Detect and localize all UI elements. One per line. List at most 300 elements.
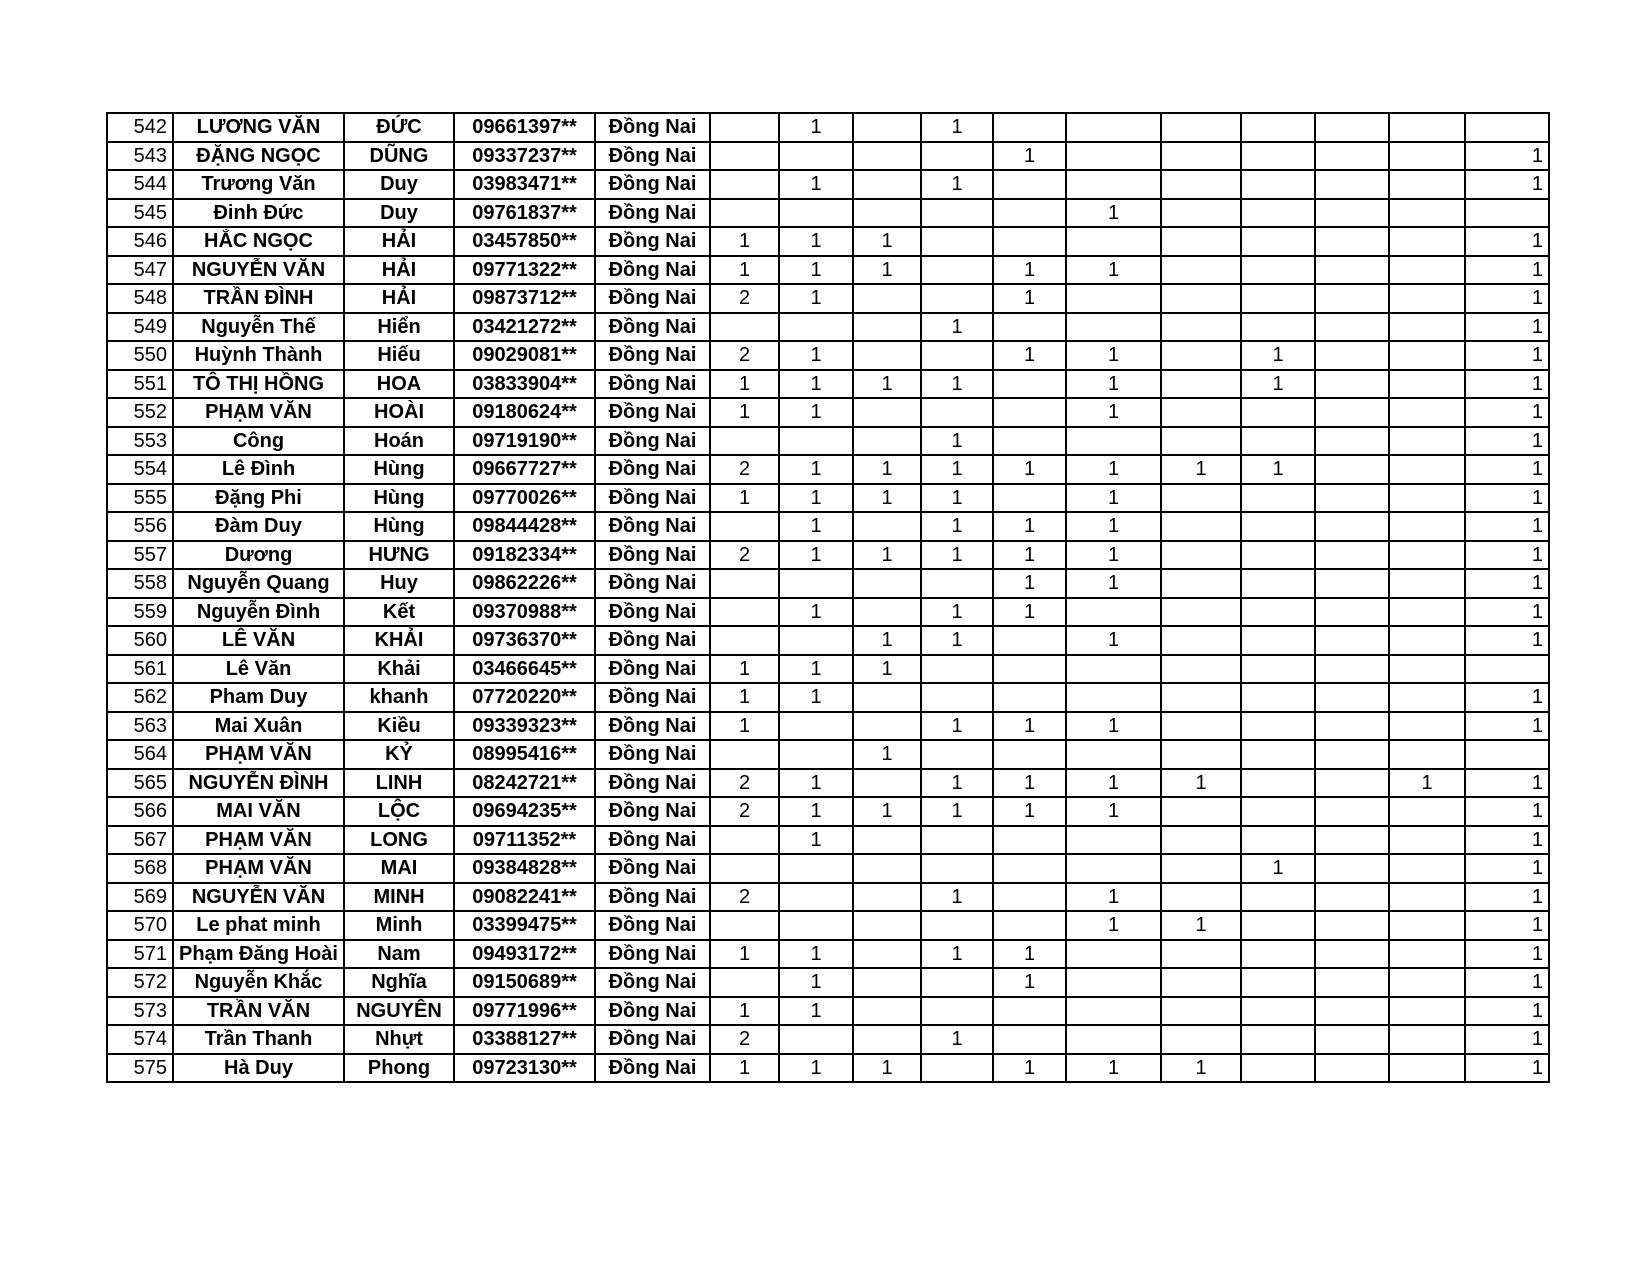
value-cell [1389, 199, 1465, 228]
table-row [107, 740, 1549, 769]
given-name-cell: KHẢI [344, 626, 454, 655]
value-cell [1066, 683, 1161, 712]
value-cell [1315, 113, 1389, 142]
surname-cell: Dương [173, 541, 344, 570]
value-cell [993, 227, 1066, 256]
value-cell [853, 1025, 921, 1054]
value-cell [1389, 740, 1465, 769]
given-name-cell: HƯNG [344, 541, 454, 570]
value-cell: 1 [1066, 199, 1161, 228]
row-number-cell: 544 [107, 170, 173, 199]
value-cell [1161, 512, 1241, 541]
value-cell: 1 [710, 227, 779, 256]
phone-cell: 09493172** [454, 940, 595, 969]
surname-cell: Mai Xuân [173, 712, 344, 741]
phone-cell: 09771322** [454, 256, 595, 285]
value-cell [1066, 655, 1161, 684]
value-cell [1389, 142, 1465, 171]
value-cell: 1 [1066, 797, 1161, 826]
given-name-cell: Hùng [344, 455, 454, 484]
value-cell: 1 [993, 797, 1066, 826]
surname-cell: Đinh Đức [173, 199, 344, 228]
value-cell [853, 113, 921, 142]
surname-cell: PHẠM VĂN [173, 826, 344, 855]
value-cell [1066, 170, 1161, 199]
value-cell [779, 626, 853, 655]
value-cell: 1 [779, 484, 853, 513]
value-cell [1161, 341, 1241, 370]
value-cell: 1 [779, 284, 853, 313]
value-cell: 1 [1465, 370, 1549, 399]
province-cell: Đồng Nai [595, 940, 710, 969]
value-cell [1161, 854, 1241, 883]
table-row [107, 341, 1549, 370]
value-cell [1315, 826, 1389, 855]
value-cell [1161, 256, 1241, 285]
value-cell [853, 883, 921, 912]
value-cell [1161, 883, 1241, 912]
value-cell [1066, 997, 1161, 1026]
value-cell [921, 227, 993, 256]
phone-cell: 09082241** [454, 883, 595, 912]
surname-cell: Nguyễn Thế [173, 313, 344, 342]
row-number-cell: 547 [107, 256, 173, 285]
value-cell [1389, 256, 1465, 285]
phone-cell: 09719190** [454, 427, 595, 456]
value-cell [1465, 199, 1549, 228]
given-name-cell: MINH [344, 883, 454, 912]
table-row [107, 598, 1549, 627]
given-name-cell: Hùng [344, 484, 454, 513]
value-cell: 1 [1465, 854, 1549, 883]
value-cell: 1 [1465, 284, 1549, 313]
value-cell [1241, 427, 1315, 456]
value-cell: 1 [1465, 826, 1549, 855]
value-cell [1066, 142, 1161, 171]
phone-cell: 03983471** [454, 170, 595, 199]
province-cell: Đồng Nai [595, 740, 710, 769]
value-cell [1389, 170, 1465, 199]
value-cell [1315, 341, 1389, 370]
province-cell: Đồng Nai [595, 598, 710, 627]
value-cell [853, 427, 921, 456]
value-cell: 1 [853, 1054, 921, 1083]
phone-cell: 09736370** [454, 626, 595, 655]
province-cell: Đồng Nai [595, 512, 710, 541]
value-cell [1241, 170, 1315, 199]
value-cell [1315, 199, 1389, 228]
given-name-cell: Huy [344, 569, 454, 598]
row-number-cell: 573 [107, 997, 173, 1026]
value-cell [853, 940, 921, 969]
value-cell [1161, 683, 1241, 712]
surname-cell: PHẠM VĂN [173, 740, 344, 769]
value-cell: 1 [1465, 968, 1549, 997]
given-name-cell: Nam [344, 940, 454, 969]
value-cell: 1 [993, 940, 1066, 969]
value-cell [1315, 427, 1389, 456]
value-cell: 1 [1241, 341, 1315, 370]
province-cell: Đồng Nai [595, 712, 710, 741]
value-cell [993, 883, 1066, 912]
value-cell [921, 968, 993, 997]
value-cell [1315, 170, 1389, 199]
value-cell [710, 142, 779, 171]
value-cell [921, 826, 993, 855]
value-cell: 2 [710, 341, 779, 370]
value-cell [779, 712, 853, 741]
value-cell [1241, 655, 1315, 684]
value-cell [710, 911, 779, 940]
value-cell [853, 341, 921, 370]
province-cell: Đồng Nai [595, 826, 710, 855]
value-cell [710, 199, 779, 228]
value-cell: 1 [779, 455, 853, 484]
row-number-cell: 561 [107, 655, 173, 684]
value-cell: 1 [1066, 911, 1161, 940]
value-cell [921, 854, 993, 883]
value-cell [1389, 370, 1465, 399]
given-name-cell: HẢI [344, 227, 454, 256]
value-cell [1161, 227, 1241, 256]
value-cell: 1 [921, 113, 993, 142]
value-cell [1315, 398, 1389, 427]
value-cell [853, 170, 921, 199]
table-row [107, 170, 1549, 199]
table-row [107, 256, 1549, 285]
value-cell [1315, 712, 1389, 741]
value-cell: 1 [779, 541, 853, 570]
value-cell [853, 826, 921, 855]
value-cell: 1 [1465, 911, 1549, 940]
value-cell: 1 [921, 170, 993, 199]
value-cell: 1 [1465, 883, 1549, 912]
phone-cell: 03388127** [454, 1025, 595, 1054]
value-cell: 1 [1066, 370, 1161, 399]
value-cell: 1 [993, 256, 1066, 285]
value-cell: 2 [710, 883, 779, 912]
value-cell [1389, 427, 1465, 456]
province-cell: Đồng Nai [595, 455, 710, 484]
surname-cell: TÔ THỊ HỒNG [173, 370, 344, 399]
value-cell [1389, 512, 1465, 541]
table-row [107, 313, 1549, 342]
value-cell [993, 313, 1066, 342]
surname-cell: PHẠM VĂN [173, 398, 344, 427]
value-cell [921, 256, 993, 285]
surname-cell: NGUYỄN ĐÌNH [173, 769, 344, 798]
table-row [107, 1025, 1549, 1054]
value-cell [1389, 455, 1465, 484]
value-cell: 1 [993, 712, 1066, 741]
value-cell: 1 [1161, 911, 1241, 940]
value-cell: 1 [779, 940, 853, 969]
value-cell [1241, 313, 1315, 342]
given-name-cell: Nghĩa [344, 968, 454, 997]
value-cell [1389, 341, 1465, 370]
value-cell [921, 199, 993, 228]
value-cell [993, 398, 1066, 427]
table-row [107, 626, 1549, 655]
value-cell [1389, 797, 1465, 826]
value-cell [1161, 569, 1241, 598]
value-cell [1465, 740, 1549, 769]
phone-cell: 09370988** [454, 598, 595, 627]
given-name-cell: LONG [344, 826, 454, 855]
table-row [107, 940, 1549, 969]
phone-cell: 03421272** [454, 313, 595, 342]
value-cell: 1 [1465, 341, 1549, 370]
surname-cell: LƯƠNG VĂN [173, 113, 344, 142]
value-cell: 1 [1465, 1025, 1549, 1054]
value-cell [921, 284, 993, 313]
value-cell [1315, 683, 1389, 712]
surname-cell: TRẦN VĂN [173, 997, 344, 1026]
value-cell [921, 142, 993, 171]
value-cell: 1 [779, 997, 853, 1026]
value-cell: 1 [779, 170, 853, 199]
value-cell [853, 683, 921, 712]
row-number-cell: 564 [107, 740, 173, 769]
phone-cell: 09339323** [454, 712, 595, 741]
given-name-cell: LỘC [344, 797, 454, 826]
given-name-cell: LINH [344, 769, 454, 798]
value-cell [993, 113, 1066, 142]
value-cell: 1 [1465, 455, 1549, 484]
value-cell: 1 [853, 370, 921, 399]
value-cell [779, 740, 853, 769]
phone-cell: 08242721** [454, 769, 595, 798]
phone-cell: 07720220** [454, 683, 595, 712]
value-cell: 1 [921, 712, 993, 741]
value-cell: 1 [1066, 398, 1161, 427]
value-cell [1389, 569, 1465, 598]
province-cell: Đồng Nai [595, 541, 710, 570]
province-cell: Đồng Nai [595, 1054, 710, 1083]
value-cell: 1 [1465, 512, 1549, 541]
surname-cell: Trần Thanh [173, 1025, 344, 1054]
given-name-cell: Hiển [344, 313, 454, 342]
value-cell: 1 [921, 598, 993, 627]
phone-cell: 09661397** [454, 113, 595, 142]
value-cell: 1 [853, 626, 921, 655]
value-cell [710, 740, 779, 769]
province-cell: Đồng Nai [595, 968, 710, 997]
value-cell [1241, 769, 1315, 798]
value-cell: 2 [710, 769, 779, 798]
surname-cell: Công [173, 427, 344, 456]
value-cell [1066, 826, 1161, 855]
value-cell [1389, 1025, 1465, 1054]
phone-cell: 08995416** [454, 740, 595, 769]
value-cell [1315, 797, 1389, 826]
province-cell: Đồng Nai [595, 284, 710, 313]
value-cell: 1 [1465, 598, 1549, 627]
row-number-cell: 565 [107, 769, 173, 798]
phone-cell: 03466645** [454, 655, 595, 684]
province-cell: Đồng Nai [595, 113, 710, 142]
row-number-cell: 550 [107, 341, 173, 370]
given-name-cell: NGUYÊN [344, 997, 454, 1026]
province-cell: Đồng Nai [595, 797, 710, 826]
value-cell [710, 968, 779, 997]
value-cell [993, 1025, 1066, 1054]
value-cell: 1 [853, 541, 921, 570]
surname-cell: Le phat minh [173, 911, 344, 940]
value-cell [853, 598, 921, 627]
province-cell: Đồng Nai [595, 313, 710, 342]
table-row [107, 541, 1549, 570]
surname-cell: Lê Văn [173, 655, 344, 684]
given-name-cell: Nhựt [344, 1025, 454, 1054]
table-row [107, 370, 1549, 399]
value-cell [921, 341, 993, 370]
table-row [107, 512, 1549, 541]
value-cell [1315, 655, 1389, 684]
table-row [107, 427, 1549, 456]
value-cell [993, 683, 1066, 712]
province-cell: Đồng Nai [595, 370, 710, 399]
value-cell [710, 512, 779, 541]
value-cell [1161, 740, 1241, 769]
value-cell: 1 [993, 1054, 1066, 1083]
phone-cell: 09711352** [454, 826, 595, 855]
value-cell: 1 [1066, 256, 1161, 285]
value-cell [853, 968, 921, 997]
value-cell: 1 [993, 455, 1066, 484]
value-cell: 1 [710, 997, 779, 1026]
value-cell [1389, 313, 1465, 342]
table-row [107, 854, 1549, 883]
province-cell: Đồng Nai [595, 854, 710, 883]
given-name-cell: HOÀI [344, 398, 454, 427]
phone-cell: 09770026** [454, 484, 595, 513]
row-number-cell: 558 [107, 569, 173, 598]
surname-cell: NGUYỄN VĂN [173, 256, 344, 285]
value-cell: 1 [1465, 712, 1549, 741]
value-cell [921, 740, 993, 769]
given-name-cell: Minh [344, 911, 454, 940]
value-cell: 1 [853, 484, 921, 513]
value-cell [1241, 142, 1315, 171]
value-cell [1315, 227, 1389, 256]
value-cell [1465, 113, 1549, 142]
value-cell: 1 [921, 940, 993, 969]
row-number-cell: 545 [107, 199, 173, 228]
value-cell: 1 [1465, 170, 1549, 199]
row-number-cell: 559 [107, 598, 173, 627]
value-cell [853, 313, 921, 342]
value-cell: 1 [710, 655, 779, 684]
phone-cell: 09694235** [454, 797, 595, 826]
surname-cell: Nguyễn Đình [173, 598, 344, 627]
province-cell: Đồng Nai [595, 569, 710, 598]
value-cell [921, 911, 993, 940]
value-cell: 1 [921, 313, 993, 342]
table-row [107, 398, 1549, 427]
value-cell [1161, 626, 1241, 655]
value-cell: 1 [1465, 940, 1549, 969]
value-cell: 1 [1465, 313, 1549, 342]
value-cell [1241, 826, 1315, 855]
value-cell: 1 [1241, 370, 1315, 399]
value-cell [1389, 826, 1465, 855]
surname-cell: Phạm Đăng Hoài [173, 940, 344, 969]
table-row [107, 199, 1549, 228]
value-cell [1161, 313, 1241, 342]
value-cell: 1 [1465, 569, 1549, 598]
table-row [107, 997, 1549, 1026]
value-cell [921, 655, 993, 684]
phone-cell: 09862226** [454, 569, 595, 598]
value-cell: 1 [1465, 142, 1549, 171]
value-cell [710, 170, 779, 199]
value-cell: 1 [1465, 484, 1549, 513]
value-cell [921, 683, 993, 712]
given-name-cell: Hiếu [344, 341, 454, 370]
value-cell [1241, 484, 1315, 513]
value-cell [1161, 170, 1241, 199]
value-cell [1315, 512, 1389, 541]
value-cell [1066, 113, 1161, 142]
row-number-cell: 553 [107, 427, 173, 456]
value-cell: 1 [853, 227, 921, 256]
value-cell [779, 199, 853, 228]
value-cell: 2 [710, 1025, 779, 1054]
province-cell: Đồng Nai [595, 683, 710, 712]
phone-cell: 03399475** [454, 911, 595, 940]
row-number-cell: 575 [107, 1054, 173, 1083]
value-cell [1161, 398, 1241, 427]
value-cell: 1 [779, 968, 853, 997]
value-cell [1241, 740, 1315, 769]
value-cell [710, 313, 779, 342]
value-cell [1066, 968, 1161, 997]
given-name-cell: Khải [344, 655, 454, 684]
value-cell [1161, 113, 1241, 142]
value-cell: 1 [1066, 341, 1161, 370]
value-cell: 1 [1241, 455, 1315, 484]
table-row [107, 712, 1549, 741]
given-name-cell: Kiều [344, 712, 454, 741]
data-table [106, 112, 1550, 1083]
value-cell [1315, 911, 1389, 940]
value-cell: 1 [779, 797, 853, 826]
phone-cell: 09180624** [454, 398, 595, 427]
value-cell [1241, 598, 1315, 627]
value-cell: 1 [710, 484, 779, 513]
row-number-cell: 570 [107, 911, 173, 940]
value-cell [1465, 655, 1549, 684]
value-cell: 1 [779, 113, 853, 142]
given-name-cell: khanh [344, 683, 454, 712]
value-cell: 1 [993, 142, 1066, 171]
given-name-cell: Kết [344, 598, 454, 627]
value-cell: 1 [779, 370, 853, 399]
value-cell [1066, 313, 1161, 342]
value-cell: 1 [993, 512, 1066, 541]
value-cell [1241, 883, 1315, 912]
value-cell [1389, 683, 1465, 712]
surname-cell: Đàm Duy [173, 512, 344, 541]
value-cell [853, 569, 921, 598]
value-cell: 1 [779, 598, 853, 627]
value-cell: 1 [1465, 626, 1549, 655]
value-cell [1389, 227, 1465, 256]
value-cell [779, 427, 853, 456]
value-cell [993, 911, 1066, 940]
value-cell [853, 142, 921, 171]
